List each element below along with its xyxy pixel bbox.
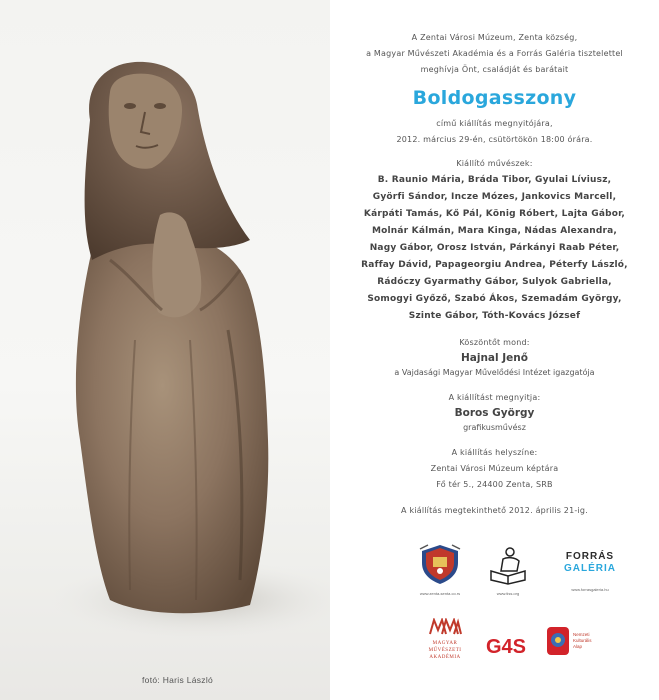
mma-line: AKADÉMIA <box>429 655 461 660</box>
nka-emblem-icon <box>546 626 570 656</box>
closing-date: A kiállítás megtekinthető 2012. április 21-ig. <box>401 506 588 515</box>
artists-line: Szinte Gábor, Tóth-Kovács József <box>408 311 581 321</box>
artists-label: Kiállító művészek: <box>456 159 533 168</box>
tiss-url: www.tiss.org <box>496 591 520 596</box>
forras-top-text: FORRÁS <box>565 551 615 562</box>
tiss-logo[interactable] <box>480 545 536 596</box>
greeting-role: a Vajdasági Magyar Művelődési Intézet igazgatója <box>394 368 595 377</box>
venue-label: A kiállítás helyszíne: <box>451 448 538 457</box>
subtitle-line: című kiállítás megnyitójára, <box>436 119 553 128</box>
artists-line: Györfi Sándor, Incze Mózes, Jankovics Marcell, <box>372 192 617 202</box>
opening-section <box>330 390 659 435</box>
forras-bottom-text: GALÉRIA <box>564 563 616 574</box>
nka-line: Kulturális <box>573 638 592 643</box>
mma-line: MŰVÉSZETI <box>428 648 462 653</box>
invitation-panel <box>330 0 659 700</box>
artists-line: Raffay Dávid, Papageorgiu Andrea, Péterfy László, <box>361 260 628 270</box>
artists-line: Somogyi Győző, Szabó Ákos, Szemadám György, <box>367 294 622 304</box>
subtitle-line: 2012. március 29-én, csütörtökön 18:00 órára. <box>396 135 593 144</box>
invitation-intro <box>330 30 659 78</box>
opening-name: Boros György <box>454 407 535 419</box>
intro-line: A Zentai Városi Múzeum, Zenta község, <box>411 33 578 42</box>
artists-section <box>330 156 659 325</box>
invitation-subtitle <box>330 116 659 148</box>
greeting-label: Köszöntőt mond: <box>459 338 530 347</box>
artists-line: Nagy Gábor, Orosz István, Párkányi Raab Péter, <box>369 243 620 253</box>
opening-role: grafikusművész <box>463 423 526 432</box>
mma-mark-icon <box>428 618 462 636</box>
artists-line: Molnár Kálmán, Mara Kinga, Nádas Alexandra, <box>371 226 618 236</box>
artists-list <box>330 172 659 325</box>
statue-eye-left <box>124 103 136 109</box>
artists-line: B. Raunio Mária, Bráda Tibor, Gyulai Líviusz, <box>377 175 612 185</box>
forras-url: www.forrasgaleria.hu <box>571 587 609 592</box>
venue-section <box>330 445 659 493</box>
mma-logo[interactable] <box>420 618 470 661</box>
venue-name: Zentai Városi Múzeum képtára <box>430 464 559 473</box>
nka-line: Alap <box>573 644 583 649</box>
photo-credit: fotó: Haris László <box>142 675 214 685</box>
g4s-wordmark-icon <box>486 634 532 656</box>
nka-logo[interactable] <box>546 626 606 656</box>
reading-figure-icon <box>487 545 529 585</box>
venue-address: Fő tér 5., 24400 Zenta, SRB <box>436 480 553 489</box>
zenta-url: www.zenta-senta.co.rs <box>419 591 461 596</box>
exhibition-title: Boldogasszony <box>412 87 577 109</box>
nka-line: Nemzeti <box>573 632 590 637</box>
mma-line: MAGYAR <box>432 641 458 646</box>
closing-section <box>330 503 659 519</box>
intro-line: a Magyar Művészeti Akadémia és a Forrás Galéria tisztelettel <box>366 49 623 58</box>
g4s-text: G4S <box>486 636 527 656</box>
artists-line: Rádóczy Gyarmathy Gábor, Sulyok Gabriella, <box>377 277 612 287</box>
greeting-name: Hajnal Jenő <box>460 352 528 364</box>
opening-label: A kiállítást megnyitja: <box>448 393 541 402</box>
artists-line: Kárpáti Tamás, Kő Pál, König Róbert, Lajta Gábor, <box>363 209 626 219</box>
sponsor-logos-row-1 <box>410 543 640 603</box>
intro-line: meghívja Önt, családját és barátait <box>420 65 569 74</box>
sponsor-logos-row-2 <box>420 618 640 673</box>
greeting-section <box>330 335 659 380</box>
forras-logo[interactable] <box>550 551 630 592</box>
g4s-logo[interactable] <box>484 634 534 660</box>
zenta-coat-of-arms-icon <box>418 543 462 585</box>
zenta-logo[interactable] <box>410 543 470 596</box>
nka-text <box>573 632 592 650</box>
statue-eye-right <box>154 103 166 109</box>
